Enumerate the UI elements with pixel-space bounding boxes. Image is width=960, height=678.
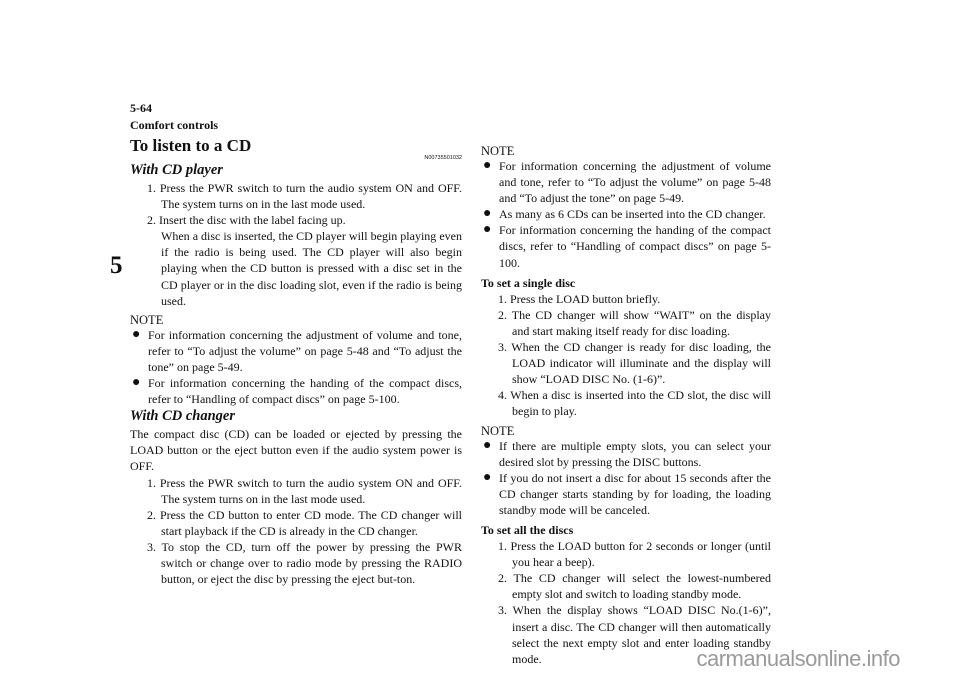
bullet-text: For information concerning the handing of the compact discs, refer to “Handling of compact discs” on page 5-100.: [499, 223, 771, 270]
bullet-text: For information concerning the adjustment of volume and tone, refer to “To adjust the volume” on page 5-48 and “To adjust the tone” on page 5-49.: [499, 159, 771, 206]
subheading: With CD changer: [130, 408, 236, 425]
numbered-step: 3. When the display shows “LOAD DISC No.(1-6)”, insert a disc. The CD changer will then automatically select the next empty slot and enter loading standby mode.: [498, 603, 771, 666]
step-continuation: When a disc is inserted, the CD player will begin playing even if the radio is being used. The CD player will also begin playing when the CD button is pressed with a disc set in the CD player or in the disc loading slot, even if the radio is being used.: [161, 229, 462, 308]
bullet-icon: ●: [483, 469, 492, 485]
subheading: With CD player: [130, 162, 223, 178]
left-column: [130, 136, 462, 587]
bullet-text: If there are multiple empty slots, you can select your desired slot by pressing the DISC buttons.: [499, 438, 771, 469]
note-bullet: [130, 375, 462, 407]
numbered-step: 4. When a disc is inserted into the CD slot, the disc will begin to play.: [498, 388, 771, 419]
subsection-title: To set all the discs: [481, 522, 574, 537]
subsection-title: To set a single disc: [481, 275, 576, 290]
numbered-step: 3. When the CD changer is ready for disc loading, the LOAD indicator will illuminate and the display will show “LOAD DISC No. (1-6)”.: [498, 340, 771, 387]
heading: To listen to a CD: [130, 136, 252, 155]
numbered-step: 2. The CD changer will show “WAIT” on the display and start making itself ready for disc loading.: [498, 307, 771, 338]
numbered-step: 1. Press the LOAD button for 2 seconds or longer (until you hear a beep).: [498, 539, 771, 570]
watermark: carmanualsonline.info: [696, 646, 900, 671]
bullet-text: For information concerning the adjustment of volume and tone, refer to “To adjust the volume” on page 5-48 and “To adjust the tone” on page 5-49.: [148, 327, 462, 374]
note-bullet: [130, 327, 462, 375]
numbered-step: 3. To stop the CD, turn off the power by pressing the PWR switch or change over to radio mode by pressing the RADIO button, or eject the disc by pressing the eject but-ton.: [147, 539, 462, 587]
numbered-step: 1. Press the PWR switch to turn the audio system ON and OFF. The system turns on in the last mode used.: [147, 475, 462, 506]
note-bullet: [481, 470, 771, 518]
bullet-text: If you do not insert a disc for about 15 seconds after the CD changer starts standing by for loading, the loading standby mode will be canceled.: [499, 470, 771, 517]
bullet-icon: ●: [483, 437, 492, 453]
numbered-step: 2. Press the CD button to enter CD mode. The CD changer will start playback if the CD is already in the CD changer.: [147, 507, 462, 538]
chapter-number: 5: [110, 252, 123, 279]
bullet-icon: ●: [132, 326, 141, 342]
bullet-icon: ●: [132, 375, 141, 391]
section-title: Comfort controls: [130, 118, 219, 132]
numbered-step: 2. Insert the disc with the label facing up.: [147, 213, 346, 228]
note-bullet: [481, 438, 771, 470]
note-bullet: [481, 206, 771, 222]
bullet-icon: ●: [483, 222, 492, 238]
numbered-step: 2. The CD changer will select the lowest-numbered empty slot and switch to loading standby mode.: [498, 571, 771, 602]
note-label: NOTE: [130, 312, 164, 327]
note-bullet: [481, 222, 771, 270]
bullet-text: As many as 6 CDs can be inserted into the CD changer.: [499, 207, 766, 222]
numbered-step: 1. Press the LOAD button briefly.: [498, 291, 661, 306]
reference-code: N00735501032: [424, 155, 462, 161]
bullet-icon: ●: [483, 206, 492, 222]
note-label: NOTE: [481, 423, 515, 438]
right-column: [481, 140, 771, 667]
note-bullet: [481, 158, 771, 206]
bullet-text: For information concerning the handing of the compact discs, refer to “Handling of compact discs” on page 5-100.: [148, 376, 462, 407]
bullet-icon: ●: [483, 158, 492, 173]
numbered-step: 1. Press the PWR switch to turn the audio system ON and OFF. The system turns on in the last mode used.: [147, 181, 462, 212]
note-label: NOTE: [481, 144, 515, 158]
paragraph: The compact disc (CD) can be loaded or ejected by pressing the LOAD button or the eject button even if the audio system power is OFF.: [130, 427, 462, 474]
page-number: 5-64: [130, 101, 152, 115]
